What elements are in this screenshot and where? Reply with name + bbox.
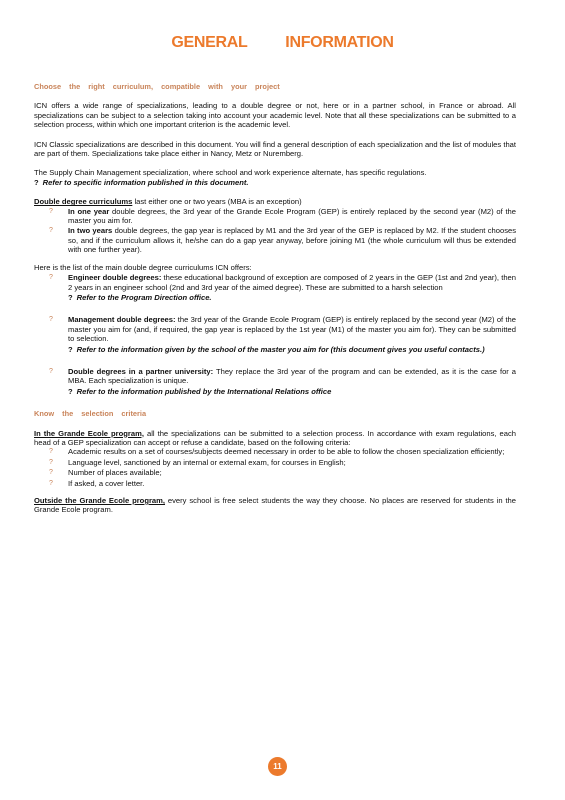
supply-chain-reference: ? Refer to specific information published in this document. — [34, 177, 249, 187]
page-title: GENERAL INFORMATION — [171, 34, 394, 51]
list-item: ? If asked, a cover letter. — [49, 478, 145, 488]
list-item: ? Language level, sanctioned by an internal or external exam, for courses in English; — [49, 457, 346, 467]
bullet-mark: ? — [49, 367, 53, 375]
bullet-mark: ? — [49, 479, 53, 487]
document-body — [34, 82, 516, 525]
list-item: ? Academic results on a set of courses/subjects deemed necessary in order to be able to follow the chosen specialization efficiently; — [49, 447, 505, 457]
paragraph-supply-chain: The Supply Chain Management specialization, where school and work experience alternate, has specific regulations. — [34, 168, 427, 178]
bullet-mark: ? — [49, 458, 53, 466]
gep-label: In the Grande Ecole program, — [34, 428, 144, 438]
degree-reference: ? Refer to the information published by the International Relations office — [68, 386, 332, 396]
list-item: ? In two years double degrees, the gap year is replaced by M1 and the 3rd year of the GEP is replaced by M2. If the student chooses so, and if the curriculum allows it, he/she can do a gap year anyway, before joining M1 (the whole curriculum will thus be extended with one further year). — [49, 226, 517, 255]
degree-reference: ? Refer to the Program Direction office. — [68, 292, 212, 302]
list-intro: Here is the list of the main double degree curriculums ICN offers: — [34, 262, 252, 272]
bullet-mark: ? — [49, 274, 53, 282]
section-heading-criteria: Know the selection criteria — [34, 409, 147, 419]
double-degree-label: Double degree curriculums — [34, 197, 133, 207]
reference-mark: ? — [34, 177, 39, 187]
degree-management: ? Management double degrees: the 3rd year of the Grande Ecole Program (GEP) is entirely replaced by the second year (M2) of the master you aim for (and, if required, the gap year is replaced by the 1st year (M1) of the master you aim for). They can be submitted to selection. ? Refer to the information given by the school of the master you aim for (this document gives you useful contacts.) — [34, 315, 516, 354]
paragraph-specializations: ICN offers a wide range of specializations, leading to a double degree or not, here or in a partner school, in France or abroad. All specializations can be subject to a selection taking into account your academic level. Note that all these specializations can be submitted to a selection process, within which one important criterion is the academic level. — [34, 101, 516, 130]
degree-partner: ? Double degrees in a partner university: They replace the 3rd year of the program and can be extended, as it is the case for a MBA. Each specialization is unique. ? Refer to the information published by the International Relations office — [34, 367, 516, 396]
degree-engineer: ? Engineer double degrees: these educational background of exception are composed of 2 years in the GEP (1st and 2nd year), then 2 years in an engineer school (2nd and 3rd year of the aimed degree). These are submitted to a harsh selection ? Refer to the Program Direction office. — [34, 273, 516, 302]
bullet-mark: ? — [49, 207, 53, 215]
bullet-mark: ? — [49, 448, 53, 456]
degree-reference: ? Refer to the information given by the school of the master you aim for (this document gives you useful contacts.) — [68, 344, 485, 354]
page-number-badge: 11 — [268, 757, 287, 776]
bullet-mark: ? — [49, 316, 53, 324]
bullet-mark: ? — [49, 469, 53, 477]
double-degree-text: last either one or two years (MBA is an exception) — [134, 197, 302, 207]
criteria-list — [34, 447, 516, 488]
section-heading-curriculum: Choose the right curriculum, compatible with your project — [34, 82, 280, 91]
paragraph-outside: Outside the Grande Ecole program, every school is free select students the way they choose. No places are reserved for students in the Grande Ecole program. — [34, 496, 516, 515]
list-item: ? In one year double degrees, the 3rd year of the Grande Ecole Program (GEP) is entirely replaced by the second year (M2) of the master you aim for. — [49, 206, 516, 226]
paragraph-gep: In the Grande Ecole program, all the specializations can be submitted to a selection process. In accordance with exam regulations, each head of a GEP specialization can accept or refuse a candidate, based on the following criteria: — [34, 428, 516, 447]
double-degree-list — [34, 207, 516, 255]
outside-label: Outside the Grande Ecole program, — [34, 496, 166, 505]
bullet-mark: ? — [49, 227, 53, 235]
double-degree-intro — [34, 197, 516, 206]
paragraph-classic: ICN Classic specializations are described in this document. You will find a general description of each specialization and the list of modules that are part of them. Specializations take place either in Nancy, Metz or Nuremberg. — [34, 139, 516, 159]
list-item: ? Number of places available; — [49, 468, 162, 478]
